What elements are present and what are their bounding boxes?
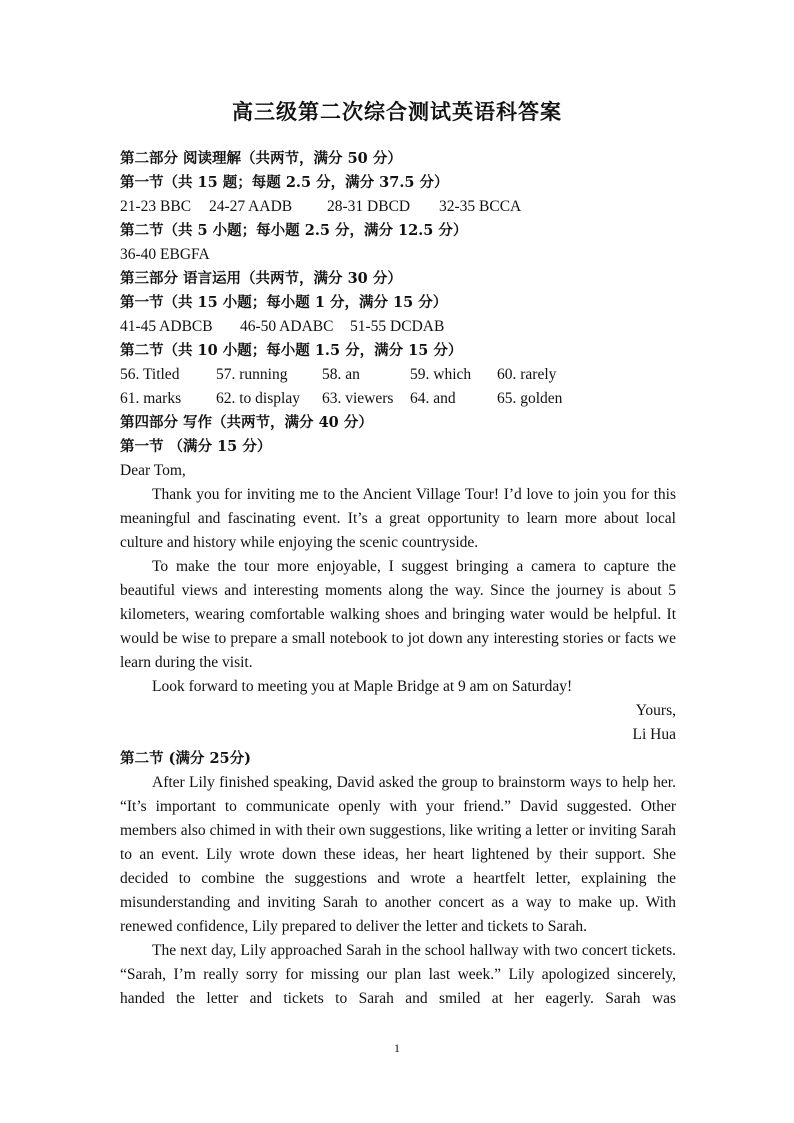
story-paragraph: After Lily finished speaking, David asked the group to brainstorm ways to help her. “It’s important to communicate openly with your friend.” David suggested. Other members also chimed in with their own suggestions, like writing a letter or inviting Sarah to an event. Lily wrote down these ideas, her heart lightened by their support. She decided to combine the suggestions and wrote a heartfelt letter, explaining the misunderstanding and inviting Sarah to another concert as a way to make up. With renewed confidence, Lily prepared to deliver the letter and tickets to Sarah. xyxy=(120,774,676,935)
answer-item: 64. and xyxy=(410,390,456,407)
part3-sec2-row2 xyxy=(120,387,676,411)
letter-greeting: Dear Tom, xyxy=(120,462,186,479)
answer-item: 58. an xyxy=(322,366,360,383)
answer-group: 32-35 BCCA xyxy=(439,198,522,215)
answer-item: 56. Titled xyxy=(120,366,180,383)
part2-sec2-heading: 第二节（共 5 小题；每小题 2.5 分，满分 12.5 分） xyxy=(120,222,468,239)
answer-item: 57. running xyxy=(216,366,288,383)
answer-group: 36-40 EBGFA xyxy=(120,246,210,263)
story-paragraph: The next day, Lily approached Sarah in the school hallway with two concert tickets. “Sarah, I’m really sorry for missing our plan last week.” Lily apologized sincerely, handed the letter and tickets to Sarah and smiled at her eagerly. Sarah was xyxy=(120,942,676,1007)
part2-sec1-heading: 第一节（共 15 题；每题 2.5 分，满分 37.5 分） xyxy=(120,174,449,191)
answer-item: 65. golden xyxy=(497,390,563,407)
answer-group: 46-50 ADABC xyxy=(240,318,334,335)
letter-paragraph: Thank you for inviting me to the Ancient Village Tour! I’d love to join you for this meaningful and fascinating event. It’s a great opportunity to learn more about local culture and history while enjoying the scenic countryside. xyxy=(120,486,676,551)
letter-signature: Li Hua xyxy=(632,726,676,743)
part4-sec1-heading: 第一节 （满分 15 分） xyxy=(120,438,272,455)
answer-group: 21-23 BBC xyxy=(120,198,192,215)
part2-sec1-answers xyxy=(120,195,676,219)
page-number: 1 xyxy=(394,1041,400,1055)
answer-group: 41-45 ADBCB xyxy=(120,318,213,335)
part2-heading: 第二部分 阅读理解（共两节，满分 50 分） xyxy=(120,150,402,167)
letter-paragraph: Look forward to meeting you at Maple Bridge at 9 am on Saturday! xyxy=(152,678,573,695)
answer-item: 61. marks xyxy=(120,390,182,407)
part3-sec1-heading: 第一节（共 15 小题；每小题 1 分，满分 15 分） xyxy=(120,294,448,311)
letter-closing: Yours, xyxy=(635,702,676,719)
answer-content xyxy=(120,147,676,1011)
answer-group: 24-27 AADB xyxy=(209,198,293,215)
part4-sec2-heading: 第二节 (满分 25分) xyxy=(120,750,251,767)
answer-item: 62. to display xyxy=(216,390,300,407)
answer-group: 28-31 DBCD xyxy=(327,198,411,215)
part2-sec2-answers xyxy=(120,243,676,267)
answer-group: 51-55 DCDAB xyxy=(350,318,445,335)
part4-heading: 第四部分 写作（共两节，满分 40 分） xyxy=(120,414,373,431)
answer-item: 59. which xyxy=(410,366,472,383)
page-title: 高三级第二次综合测试英语科答案 xyxy=(232,99,562,124)
answer-item: 63. viewers xyxy=(322,390,394,407)
part3-sec2-heading: 第二节（共 10 小题；每小题 1.5 分，满分 15 分） xyxy=(120,342,463,359)
letter-paragraph: To make the tour more enjoyable, I suggest bringing a camera to capture the beautiful views and interesting moments along the way. Since the journey is about 5 kilometers, wearing comfortable walking shoes and bringing water would be helpful. It would be wise to prepare a small notebook to jot down any interesting stories or facts we learn during the visit. xyxy=(120,558,676,671)
answer-item: 60. rarely xyxy=(497,366,557,383)
part3-sec1-answers xyxy=(120,315,676,339)
part3-heading: 第三部分 语言运用（共两节，满分 30 分） xyxy=(120,270,402,287)
part3-sec2-row1 xyxy=(120,363,676,387)
